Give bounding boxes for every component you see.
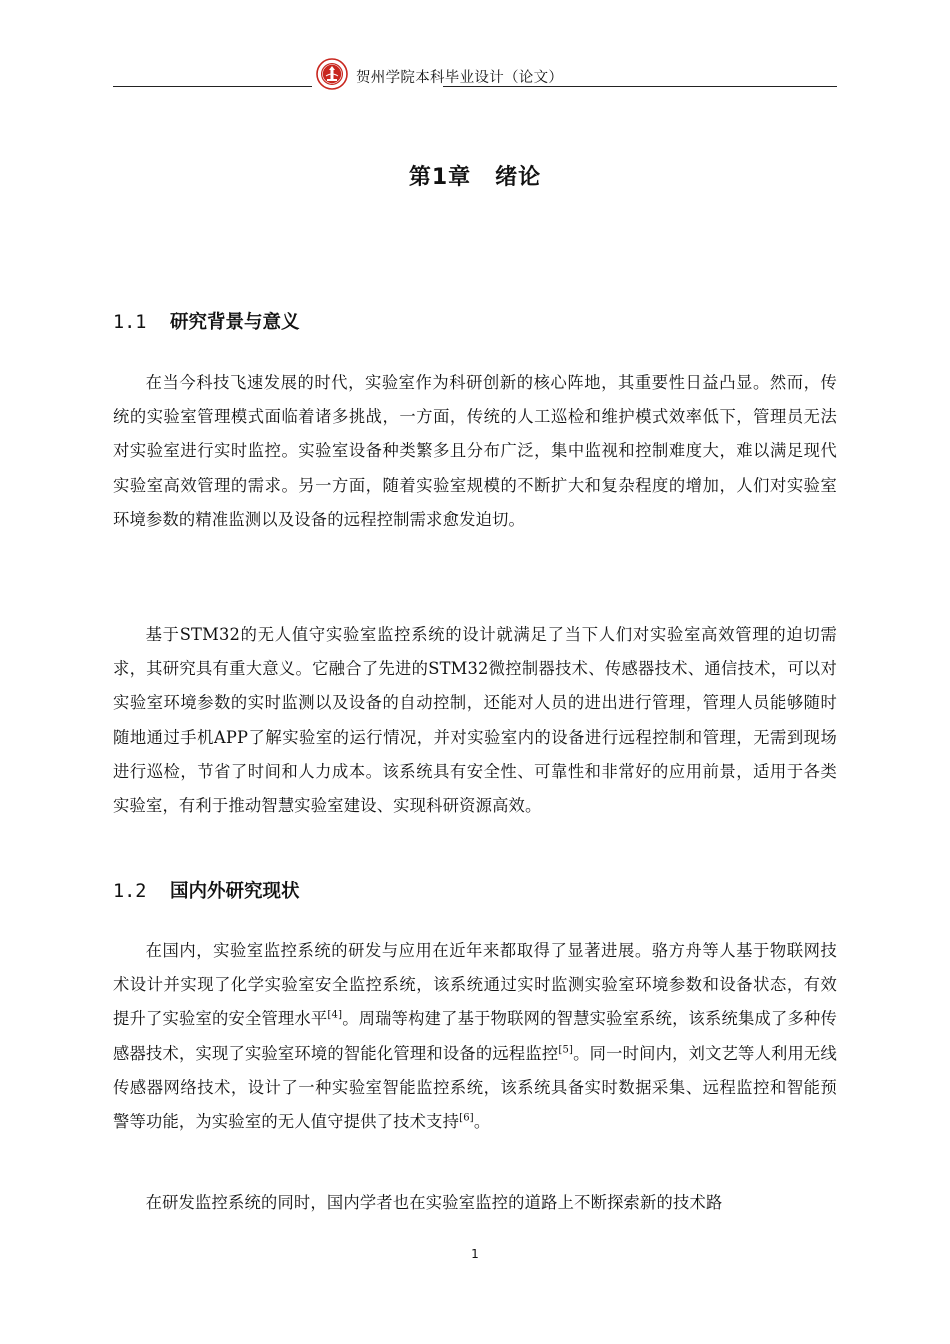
- page-number: 1: [471, 1247, 479, 1261]
- paragraph-text: 在国内，实验室监控系统的研发与应用在近年来都取得了显著进展。骆方舟等人基于物联网技术设计并实现了化学实验室安全监控系统，该系统通过实时监测实验室环境参数和设备状态，有效提升了实验室的安全管理水平: [113, 941, 837, 1029]
- header-title: 贺州学院本科毕业设计（论文）: [356, 70, 564, 86]
- section-title: 研究背景与意义: [170, 312, 300, 333]
- header-rule-left: [113, 86, 312, 87]
- section-heading-1-1: [113, 308, 300, 334]
- chapter-name: 绪论: [495, 165, 542, 190]
- chapter-title: [0, 160, 950, 191]
- section-title: 国内外研究现状: [170, 881, 300, 902]
- citation-ref[interactable]: [4]: [327, 1009, 343, 1021]
- header-rule-right: [443, 86, 837, 87]
- paragraph: 在当今科技飞速发展的时代，实验室作为科研创新的核心阵地，其重要性日益凸显。然而，传统的实验室管理模式面临着诸多挑战，一方面，传统的人工巡检和维护模式效率低下，管理员无法对实验室进行实时监控。实验室设备种类繁多且分布广泛，集中监视和控制难度大，难以满足现代实验室高效管理的需求。另一方面，随着实验室规模的不断扩大和复杂程度的增加，人们对实验室环境参数的精准监测以及设备的远程控制需求愈发迫切。: [113, 373, 837, 529]
- page-header: [113, 58, 837, 90]
- university-seal-icon: [316, 58, 348, 90]
- citation-ref[interactable]: [6]: [459, 1112, 474, 1124]
- paragraph: 在研发监控系统的同时，国内学者也在实验室监控的道路上不断探索新的技术路: [145, 1193, 723, 1212]
- paragraph-text: 。同一时间内，刘文艺等人利用无线传感器网络技术，设计了一种实验室智能监控系统，该系统具备实时数据采集、远程监控和智能预警等功能，为实验室的无人值守提供了技术支持: [113, 1043, 838, 1132]
- section-heading-1-2: [113, 877, 300, 903]
- paragraph: [113, 934, 837, 1139]
- paragraph: 基于STM32的无人值守实验室监控系统的设计就满足了当下人们对实验室高效管理的迫切需求，其研究具有重大意义。它融合了先进的STM32微控制器技术、传感器技术、通信技术，可以对实验室环境参数的实时监测以及设备的自动控制，还能对人员的进出进行管理，管理人员能够随时随地通过手机APP了解实验室的运行情况，并对实验室内的设备进行远程控制和管理，无需到现场进行巡检，节省了时间和人力成本。该系统具有安全性、可靠性和非常好的应用前景，适用于各类实验室，有利于推动智慧实验室建设、实现科研资源高效。: [113, 625, 837, 816]
- paragraph-text: 。周瑞等构建了基于物联网的智慧实验室系统，该系统集成了多种传感器技术，实现了实验室环境的智能化管理和设备的远程监控: [113, 1009, 837, 1063]
- citation-ref[interactable]: [5]: [558, 1044, 574, 1056]
- section-number: 1.1: [113, 312, 147, 333]
- chapter-number: 第1章: [408, 165, 472, 190]
- paragraph-text: 。: [473, 1112, 491, 1132]
- section-number: 1.2: [113, 881, 147, 902]
